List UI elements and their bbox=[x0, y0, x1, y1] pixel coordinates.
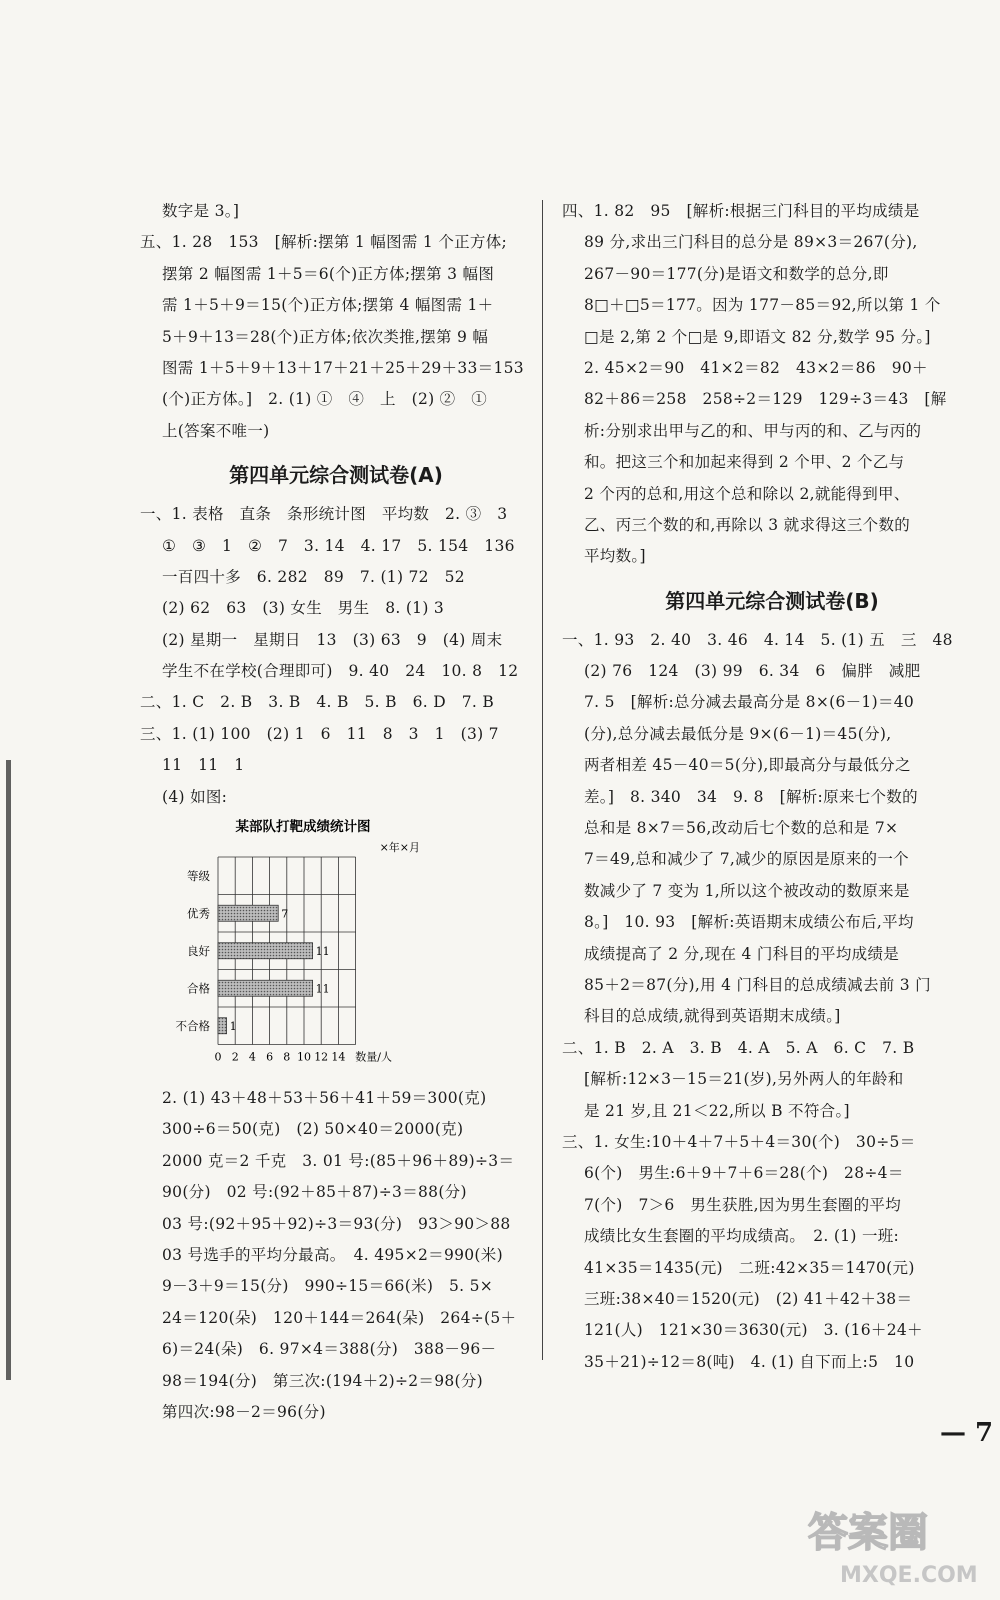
text-line: (4) 如图: bbox=[162, 787, 228, 806]
section-heading-b: 第四单元综合测试卷(B) bbox=[665, 588, 879, 613]
x-tick-label: 4 bbox=[248, 1050, 256, 1064]
text-line: 差。] 8. 340 34 9. 8 [解析:原来七个数的 bbox=[584, 787, 918, 806]
text-line: (2) 76 124 (3) 99 6. 34 6 偏胖 减肥 bbox=[584, 662, 921, 681]
left-column bbox=[140, 196, 532, 1428]
text-line: 图需 1＋5＋9＋13＋17＋21＋25＋29＋33＝153 bbox=[162, 358, 524, 377]
bar bbox=[218, 943, 313, 959]
text-line: 平均数。] bbox=[584, 547, 646, 566]
text-line: 二、1. C 2. B 3. B 4. B 5. B 6. D 7. B bbox=[140, 693, 495, 712]
bar-value-label: 11 bbox=[315, 982, 330, 996]
chart-title: 某部队打靶成绩统计图 bbox=[235, 819, 371, 836]
x-tick-label: 8 bbox=[283, 1050, 291, 1064]
text-line: 7. 5 [解析:总分减去最高分是 8×(6－1)＝40 bbox=[584, 693, 915, 712]
right-block-a bbox=[562, 196, 982, 573]
text-line: (个)正方体。] 2. (1) ① ④ 上 (2) ② ① bbox=[162, 390, 488, 409]
text-line: 41×35＝1435(元) 二班:42×35＝1470(元) bbox=[584, 1258, 915, 1277]
text-line: 2. 45×2＝90 41×2＝82 43×2＝86 90＋ bbox=[584, 358, 928, 377]
binding-edge bbox=[6, 760, 11, 1380]
text-line: 上(答案不唯一) bbox=[162, 421, 270, 440]
bar bbox=[218, 905, 278, 921]
text-line: 两者相差 45－40＝5(分),即最高分与最低分之 bbox=[584, 756, 911, 775]
chart-container bbox=[140, 813, 532, 1083]
text-line: 三、1. (1) 100 (2) 1 6 11 8 3 1 (3) 7 bbox=[140, 724, 499, 743]
page-number: — 7 bbox=[940, 1418, 994, 1448]
text-line: 24＝120(朵) 120＋144＝264(朵) 264÷(5＋ bbox=[162, 1308, 517, 1327]
text-line: 98＝194(分) 第三次:(194＋2)÷2＝98(分) bbox=[162, 1371, 484, 1390]
x-tick-label: 14 bbox=[331, 1050, 346, 1064]
category-label: 不合格 bbox=[175, 1018, 210, 1033]
section-heading-a: 第四单元综合测试卷(A) bbox=[229, 463, 443, 488]
text-line: [解析:12×3－15＝21(岁),另外两人的年龄和 bbox=[584, 1070, 904, 1089]
left-block-b bbox=[140, 499, 532, 813]
text-line: 6)＝24(朵) 6. 97×4＝388(分) 388－96－ bbox=[162, 1340, 497, 1359]
bar-value-label: 7 bbox=[281, 907, 289, 921]
text-line: 三班:38×40＝1520(元) (2) 41＋42＋38＝ bbox=[584, 1289, 913, 1308]
text-line: 7(个) 7＞6 男生获胜,因为男生套圈的平均 bbox=[584, 1195, 902, 1214]
text-line: 85＋2＝87(分),用 4 门科目的总成绩减去前 3 门 bbox=[584, 975, 931, 994]
left-block-c bbox=[140, 1083, 532, 1428]
text-line: 成绩比女生套圈的平均成绩高。 2. (1) 一班: bbox=[584, 1227, 900, 1246]
bar bbox=[218, 1018, 227, 1034]
x-tick-label: 2 bbox=[231, 1050, 239, 1064]
text-line: 8□＋□5＝177。因为 177－85＝92,所以第 1 个 bbox=[584, 296, 941, 315]
category-label: 优秀 bbox=[187, 906, 210, 921]
bar bbox=[218, 980, 313, 996]
text-line: 6(个) 男生:6＋9＋7＋6＝28(个) 28÷4＝ bbox=[584, 1164, 904, 1183]
y-axis-label: 等级 bbox=[187, 868, 210, 883]
bar-value-label: 1 bbox=[229, 1019, 237, 1033]
x-tick-label: 6 bbox=[266, 1050, 274, 1064]
text-line: 7＝49,总和减少了 7,减少的原因是原来的一个 bbox=[584, 850, 909, 869]
text-line: 35＋21)÷12＝8(吨) 4. (1) 自下而上:5 10 bbox=[584, 1352, 915, 1371]
text-line: 学生不在学校(合理即可) 9. 40 24 10. 8 12 bbox=[162, 662, 519, 681]
text-line: 9－3＋9＝15(分) 990÷15＝66(米) 5. 5× bbox=[162, 1277, 494, 1296]
left-block-a bbox=[140, 196, 532, 447]
text-line: 一、1. 表格 直条 条形统计图 平均数 2. ③ 3 bbox=[140, 505, 508, 524]
text-line: 是 21 岁,且 21＜22,所以 B 不符合。] bbox=[584, 1101, 850, 1120]
text-line: 89 分,求出三门科目的总分是 89×3＝267(分), bbox=[584, 233, 918, 252]
watermark-url: MXQE.COM bbox=[840, 1563, 978, 1588]
text-line: 90(分) 02 号:(92＋85＋87)÷3＝88(分) bbox=[162, 1183, 467, 1202]
text-line: (2) 星期一 星期日 13 (3) 63 9 (4) 周末 bbox=[162, 630, 503, 649]
bar-value-label: 11 bbox=[315, 944, 330, 958]
text-line: 2000 克＝2 千克 3. 01 号:(85＋96＋89)÷3＝ bbox=[162, 1151, 515, 1170]
text-line: 2 个丙的总和,用这个总和除以 2,就能得到甲、 bbox=[584, 484, 910, 503]
text-line: 析:分别求出甲与乙的和、甲与丙的和、乙与丙的 bbox=[584, 421, 922, 440]
bar-chart bbox=[158, 813, 448, 1075]
x-tick-label: 10 bbox=[297, 1050, 311, 1064]
text-line: 四、1. 82 95 [解析:根据三门科目的平均成绩是 bbox=[562, 202, 920, 220]
text-line: 摆第 2 幅图需 1＋5＝6(个)正方体;摆第 3 幅图 bbox=[162, 264, 495, 283]
category-label: 合格 bbox=[187, 981, 210, 996]
text-line: (2) 62 63 (3) 女生 男生 8. (1) 3 bbox=[162, 599, 445, 618]
category-label: 良好 bbox=[187, 943, 210, 958]
text-line: 2. (1) 43＋48＋53＋56＋41＋59＝300(克) bbox=[162, 1089, 487, 1108]
text-line: 82＋86＝258 258÷2＝129 129÷3＝43 [解 bbox=[584, 390, 947, 409]
text-line: 和。把这三个和加起来得到 2 个甲、2 个乙与 bbox=[584, 453, 905, 472]
text-line: ① ③ 1 ② 7 3. 14 4. 17 5. 154 136 bbox=[162, 536, 515, 555]
right-block-b bbox=[562, 625, 982, 1378]
watermark-title: 答案圈 bbox=[808, 1510, 928, 1556]
text-line: 乙、丙三个数的和,再除以 3 就求得这三个数的 bbox=[584, 515, 911, 534]
column-divider bbox=[542, 200, 543, 1360]
text-line: 03 号选手的平均分最高。 4. 495×2＝990(米) bbox=[162, 1245, 503, 1264]
text-line: 11 11 1 bbox=[162, 756, 245, 775]
text-line: 三、1. 女生:10＋4＋7＋5＋4＝30(个) 30÷5＝ bbox=[562, 1132, 916, 1151]
x-axis-label: 数量/人 bbox=[355, 1050, 392, 1064]
text-line: 267－90＝177(分)是语文和数学的总分,即 bbox=[584, 264, 889, 283]
x-tick-label: 0 bbox=[214, 1050, 222, 1064]
text-line: 一百四十多 6. 282 89 7. (1) 72 52 bbox=[162, 567, 465, 586]
text-line: 二、1. B 2. A 3. B 4. A 5. A 6. C 7. B bbox=[562, 1038, 915, 1057]
text-line: (分),总分减去最低分是 9×(6－1)＝45(分), bbox=[584, 724, 892, 743]
x-tick-label: 12 bbox=[314, 1050, 329, 1064]
text-line: 科目的总成绩,就得到英语期末成绩。] bbox=[584, 1007, 841, 1026]
text-line: 5＋9＋13＝28(个)正方体;依次类推,摆第 9 幅 bbox=[162, 327, 489, 346]
text-line: 300÷6＝50(克) (2) 50×40＝2000(克) bbox=[162, 1120, 464, 1139]
text-line: 数减少了 7 变为 1,所以这个被改动的数原来是 bbox=[584, 881, 910, 900]
text-line: 一、1. 93 2. 40 3. 46 4. 14 5. (1) 五 三 48 bbox=[562, 630, 953, 649]
chart-date: ×年×月 bbox=[379, 841, 420, 855]
text-line: 总和是 8×7＝56,改动后七个数的总和是 7× bbox=[584, 819, 899, 838]
text-line: 第四次:98－2＝96(分) bbox=[162, 1402, 326, 1421]
watermark-logo bbox=[800, 1500, 990, 1590]
text-line: 数字是 3。] bbox=[162, 202, 240, 220]
text-line: 8。] 10. 93 [解析:英语期末成绩公布后,平均 bbox=[584, 913, 914, 932]
text-line: 03 号:(92＋95＋92)÷3＝93(分) 93＞90＞88 bbox=[162, 1214, 511, 1233]
text-line: 需 1＋5＋9＝15(个)正方体;摆第 4 幅图需 1＋ bbox=[162, 296, 494, 315]
text-line: 五、1. 28 153 [解析:摆第 1 幅图需 1 个正方体; bbox=[140, 233, 508, 252]
text-line: □是 2,第 2 个□是 9,即语文 82 分,数学 95 分。] bbox=[584, 327, 931, 346]
text-line: 成绩提高了 2 分,现在 4 门科目的平均成绩是 bbox=[584, 944, 900, 963]
text-line: 121(人) 121×30＝3630(元) 3. (16＋24＋ bbox=[584, 1321, 923, 1340]
right-column bbox=[562, 196, 982, 1378]
